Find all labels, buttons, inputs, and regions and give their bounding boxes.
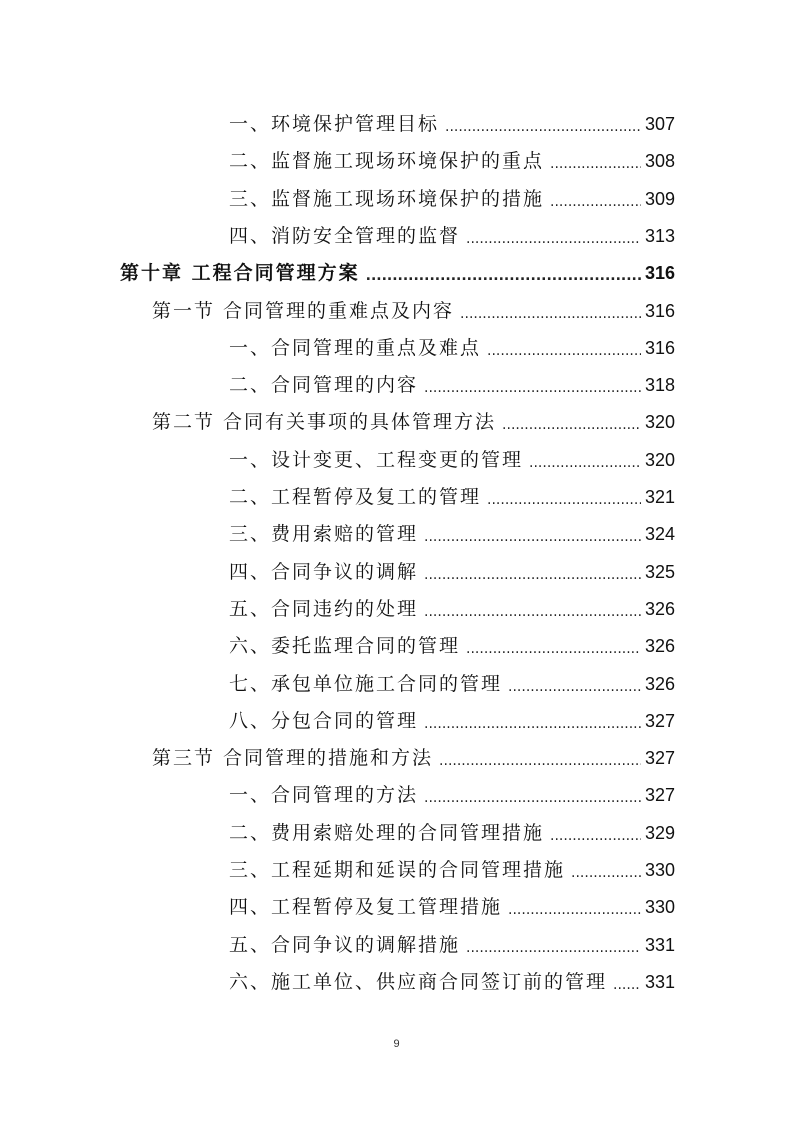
toc-entry-label: 五、合同违约的处理 <box>229 597 419 620</box>
toc-entry-label: 三、监督施工现场环境保护的措施 <box>229 187 545 210</box>
toc-entry-label: 二、费用索赔处理的合同管理措施 <box>229 821 545 844</box>
toc-subsection-entry[interactable] <box>229 846 675 882</box>
toc-subsection-entry[interactable] <box>229 137 675 173</box>
toc-subsection-entry[interactable] <box>229 921 675 957</box>
toc-subsection-entry[interactable] <box>229 212 675 248</box>
toc-entry-label: 一、合同管理的方法 <box>229 784 419 807</box>
toc-entry-label: 第三节 合同管理的措施和方法 <box>152 747 434 770</box>
toc-entry-label: 三、工程延期和延误的合同管理措施 <box>229 859 566 881</box>
toc-entry-label: 第十章 工程合同管理方案 <box>120 262 360 285</box>
toc-entry-page: 326 <box>644 636 675 657</box>
toc-dot-leader <box>550 193 641 211</box>
toc-dot-leader <box>508 678 641 696</box>
toc-entry-label: 七、承包单位施工合同的管理 <box>229 672 503 695</box>
toc-dot-leader <box>508 901 641 919</box>
toc-entry-label: 三、费用索赔的管理 <box>229 523 419 546</box>
toc-entry-page: 327 <box>644 785 675 806</box>
toc-subsection-entry[interactable] <box>229 324 675 360</box>
toc-subsection-entry[interactable] <box>229 697 675 733</box>
toc-dot-leader <box>571 864 641 882</box>
toc-subsection-entry[interactable] <box>229 883 675 919</box>
toc-entry-label: 第二节 合同有关事项的具体管理方法 <box>152 411 497 434</box>
toc-dot-leader <box>424 528 641 546</box>
toc-dot-leader <box>366 267 641 285</box>
toc-entry-label: 二、监督施工现场环境保护的重点 <box>229 150 545 173</box>
toc-subsection-entry[interactable] <box>229 622 675 658</box>
toc-entry-page: 331 <box>644 934 675 955</box>
toc-entry-page: 316 <box>644 263 675 284</box>
toc-subsection-entry[interactable] <box>229 510 675 546</box>
toc-dot-leader <box>424 603 641 621</box>
toc-dot-leader <box>487 491 641 509</box>
toc-dot-leader <box>487 342 641 360</box>
toc-entry-page: 309 <box>644 188 675 209</box>
toc-dot-leader <box>424 789 641 807</box>
toc-entry-label: 四、消防安全管理的监督 <box>229 224 461 247</box>
toc-subsection-entry[interactable] <box>229 100 675 136</box>
toc-entry-page: 320 <box>644 449 675 470</box>
toc-dot-leader <box>529 454 641 472</box>
toc-subsection-entry[interactable] <box>229 361 675 397</box>
toc-subsection-entry[interactable] <box>229 585 675 621</box>
toc-entry-page: 326 <box>644 673 675 694</box>
toc-dot-leader <box>424 715 641 733</box>
toc-entry-page: 313 <box>644 225 675 246</box>
toc-subsection-entry[interactable] <box>229 771 675 807</box>
toc-chapter-entry[interactable] <box>120 249 675 285</box>
toc-section-entry[interactable] <box>152 398 675 434</box>
toc-section-entry[interactable] <box>152 734 675 770</box>
toc-entry-label: 一、合同管理的重点及难点 <box>229 336 482 359</box>
toc-entry-page: 325 <box>644 561 675 582</box>
toc-entry-page: 329 <box>644 822 675 843</box>
toc-entry-label: 一、设计变更、工程变更的管理 <box>229 448 524 471</box>
toc-entry-page: 327 <box>644 710 675 731</box>
toc-entry-page: 330 <box>644 897 675 918</box>
toc-entry-page: 307 <box>644 114 675 134</box>
toc-entry-label: 一、环境保护管理目标 <box>229 113 440 135</box>
page-number: 9 <box>393 1038 400 1050</box>
toc-entry-page: 316 <box>644 300 675 321</box>
toc-entry-label: 五、合同争议的调解措施 <box>229 933 461 956</box>
toc-entry-page: 330 <box>644 860 675 880</box>
toc-entry-page: 320 <box>644 412 675 433</box>
toc-entry-label: 第一节 合同管理的重难点及内容 <box>152 299 455 322</box>
toc-entry-page: 331 <box>644 971 675 992</box>
toc-entry-page: 327 <box>644 748 675 769</box>
toc-dot-leader <box>424 566 641 584</box>
toc-subsection-entry[interactable] <box>229 958 675 994</box>
toc-entry-page: 316 <box>644 337 675 358</box>
toc-entry-label: 八、分包合同的管理 <box>229 709 419 732</box>
toc-subsection-entry[interactable] <box>229 175 675 211</box>
toc-dot-leader <box>550 155 641 173</box>
toc-section-entry[interactable] <box>152 287 675 323</box>
toc-dot-leader <box>466 939 641 957</box>
toc-dot-leader <box>460 305 641 323</box>
toc-dot-leader <box>466 640 641 658</box>
toc-dot-leader <box>466 230 641 248</box>
toc-entry-page: 326 <box>644 598 675 619</box>
toc-entry-label: 二、合同管理的内容 <box>229 374 419 397</box>
toc-subsection-entry[interactable] <box>229 809 675 845</box>
toc-subsection-entry[interactable] <box>229 660 675 696</box>
toc-entry-label: 六、委托监理合同的管理 <box>229 635 461 658</box>
toc-dot-leader <box>445 118 641 136</box>
toc-entry-page: 324 <box>644 524 675 545</box>
toc-entry-page: 318 <box>644 375 675 396</box>
toc-entry-label: 四、合同争议的调解 <box>229 560 419 583</box>
toc-entry-page: 308 <box>644 151 675 172</box>
toc-subsection-entry[interactable] <box>229 548 675 584</box>
toc-dot-leader <box>439 752 641 770</box>
toc-subsection-entry[interactable] <box>229 436 675 472</box>
toc-dot-leader <box>424 379 641 397</box>
toc-entry-label: 六、施工单位、供应商合同签订前的管理 <box>229 970 608 993</box>
toc-entry-page: 321 <box>644 487 675 507</box>
toc-dot-leader <box>613 976 641 994</box>
toc-dot-leader <box>550 827 641 845</box>
toc-entry-label: 二、工程暂停及复工的管理 <box>229 486 482 508</box>
toc-dot-leader <box>502 416 641 434</box>
toc-entry-label: 四、工程暂停及复工管理措施 <box>229 896 503 919</box>
toc-subsection-entry[interactable] <box>229 473 675 509</box>
